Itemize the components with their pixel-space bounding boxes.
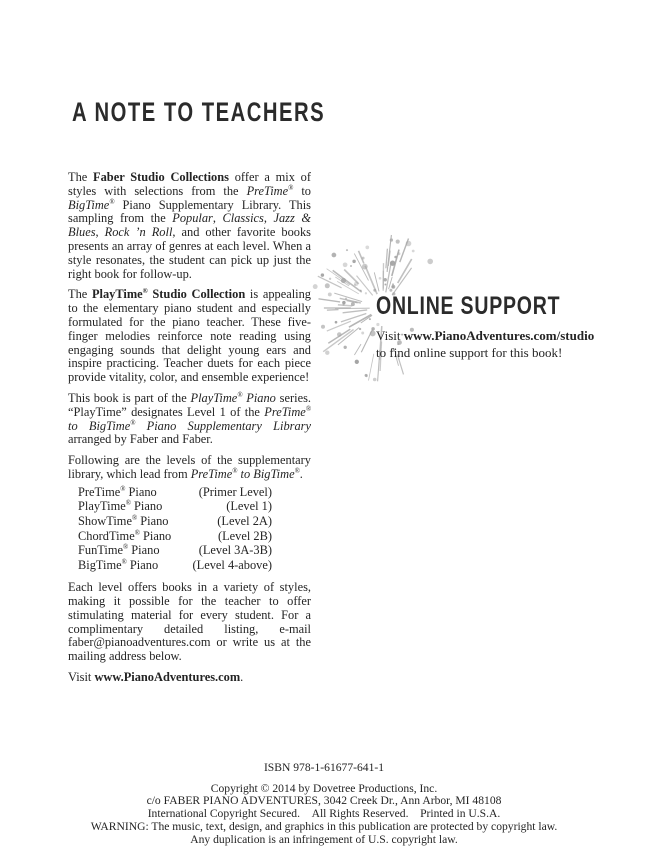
level-name: ShowTime® Piano bbox=[78, 513, 169, 528]
teacher-note-column bbox=[68, 171, 311, 685]
registered-mark: ® bbox=[120, 485, 126, 493]
registered-mark: ® bbox=[142, 288, 148, 296]
level-name: ChordTime® Piano bbox=[78, 528, 172, 543]
paragraphs-bottom bbox=[68, 581, 311, 685]
text-span: The bbox=[68, 287, 92, 302]
isbn-line: ISBN 978-1-61677-641-1 bbox=[263, 761, 385, 774]
registered-mark: ® bbox=[131, 514, 138, 522]
text-span: Visit bbox=[376, 328, 404, 343]
text-span: Popular bbox=[172, 211, 213, 226]
page-title: A NOTE TO TEACHERS bbox=[72, 97, 326, 127]
text-span: www.PianoAdventures.com bbox=[94, 670, 241, 685]
support-find-line: to find online support for this book! bbox=[376, 344, 563, 360]
text-span: www.PianoAdventures.com/studio bbox=[403, 328, 595, 343]
footer-line: Copyright © 2014 by Dovetree Productions, Inc. bbox=[210, 781, 438, 795]
online-support-heading: ONLINE SUPPORT bbox=[376, 292, 561, 320]
levels-list bbox=[78, 485, 272, 573]
text-span: , bbox=[95, 225, 105, 240]
level-label: (Primer Level) bbox=[198, 484, 272, 499]
level-label: (Level 2A) bbox=[217, 513, 272, 528]
registered-mark: ® bbox=[125, 500, 131, 508]
registered-mark: ® bbox=[288, 184, 294, 192]
text-span: series. “PlayTime” designates Level 1 of the bbox=[68, 390, 311, 419]
registered-mark: ® bbox=[123, 543, 129, 551]
paragraph bbox=[68, 581, 311, 664]
text-span: , and other favorite books presents an array of genres at each level. When a style resonates, the student can pick up just the right book for follow-up. bbox=[68, 225, 311, 281]
text-span: PreTime® to BigTime® bbox=[190, 466, 300, 481]
text-span: offer a mix of styles with selections from the bbox=[68, 170, 311, 198]
support-visit-line bbox=[376, 328, 595, 345]
text-span: Faber Studio Collections bbox=[93, 170, 229, 184]
level-row bbox=[78, 514, 272, 529]
footer-line: Any duplication is an infringement of U.S. copyright law. bbox=[190, 832, 458, 846]
registered-mark: ® bbox=[294, 467, 300, 475]
footer-line: c/o FABER PIANO ADVENTURES, 3042 Creek Dr., Ann Arbor, MI 48108 bbox=[146, 794, 502, 808]
online-support-section bbox=[376, 292, 595, 361]
registered-mark: ® bbox=[130, 419, 136, 427]
paragraph bbox=[68, 454, 311, 482]
text-span: , bbox=[263, 211, 274, 226]
level-row bbox=[78, 485, 272, 500]
text-span: , bbox=[212, 211, 223, 226]
text-span: . bbox=[299, 466, 303, 481]
text-span: arranged by Faber and Faber. bbox=[68, 432, 213, 447]
text-span: BigTime® bbox=[68, 197, 115, 212]
level-label: (Level 1) bbox=[226, 499, 272, 514]
text-span: This book is part of the bbox=[68, 390, 191, 405]
paragraphs-top bbox=[68, 171, 311, 482]
level-name: PreTime® Piano bbox=[78, 484, 157, 499]
registered-mark: ® bbox=[232, 467, 238, 475]
text-span: Jazz & Blues bbox=[68, 211, 311, 240]
level-name: BigTime® Piano bbox=[78, 557, 159, 572]
paragraph bbox=[68, 171, 311, 281]
paragraph bbox=[68, 392, 311, 447]
registered-mark: ® bbox=[134, 529, 140, 537]
level-row bbox=[78, 558, 272, 573]
text-span: to bbox=[293, 183, 311, 198]
copyright-footer bbox=[0, 762, 648, 846]
footer-line: International Copyright Secured. All Rights Reserved. Printed in U.S.A. bbox=[147, 807, 501, 821]
text-span: PlayTime® Piano bbox=[190, 390, 276, 405]
text-span: PreTime® to BigTime® Piano Supplementary Library bbox=[68, 404, 311, 433]
registered-mark: ® bbox=[121, 558, 127, 566]
level-name: FunTime® Piano bbox=[78, 543, 160, 558]
paragraph bbox=[68, 288, 311, 385]
text-span: The bbox=[68, 170, 94, 184]
level-name: PlayTime® Piano bbox=[78, 499, 163, 514]
text-span: PreTime® bbox=[246, 183, 294, 198]
text-span: Piano Supplementary Library. This sampling from the bbox=[68, 197, 311, 226]
level-row bbox=[78, 543, 272, 558]
online-support-blurb bbox=[376, 328, 595, 361]
level-label: (Level 3A-3B) bbox=[198, 543, 272, 558]
text-span: . bbox=[240, 670, 244, 685]
registered-mark: ® bbox=[305, 405, 311, 413]
level-row bbox=[78, 529, 272, 544]
registered-mark: ® bbox=[109, 198, 115, 206]
text-span: PlayTime® Studio Collection bbox=[91, 287, 246, 302]
text-span: is appealing to the elementary piano student and especially formulated for the piano teacher. These five-finger melodies reinforce note reading using engaging sounds that delight young ears and inspire practicing. Teacher duets for each piece provide vitality, color, and ensemble experience! bbox=[68, 287, 311, 385]
text-span: Classics bbox=[222, 211, 264, 226]
level-label: (Level 2B) bbox=[217, 528, 272, 543]
text-span: Each level offers books in a variety of styles, making it possible for the teacher to offer stimulating material for every student. For a complimentary detailed listing, e-mail faber@pianoadventures.com or write us at the mailing address below. bbox=[68, 580, 311, 664]
text-span: Following are the levels of the supplementary library, which lead from bbox=[68, 453, 311, 481]
footer-line: WARNING: The music, text, design, and graphics in this publication are protected by copyright law. bbox=[90, 819, 558, 833]
text-span: Rock ’n Roll bbox=[104, 225, 173, 240]
copyright-lines bbox=[0, 783, 648, 847]
paragraph bbox=[68, 671, 311, 685]
level-row bbox=[78, 499, 272, 514]
text-span: Visit bbox=[68, 670, 95, 685]
registered-mark: ® bbox=[237, 391, 243, 399]
level-label: (Level 4-above) bbox=[192, 557, 272, 572]
